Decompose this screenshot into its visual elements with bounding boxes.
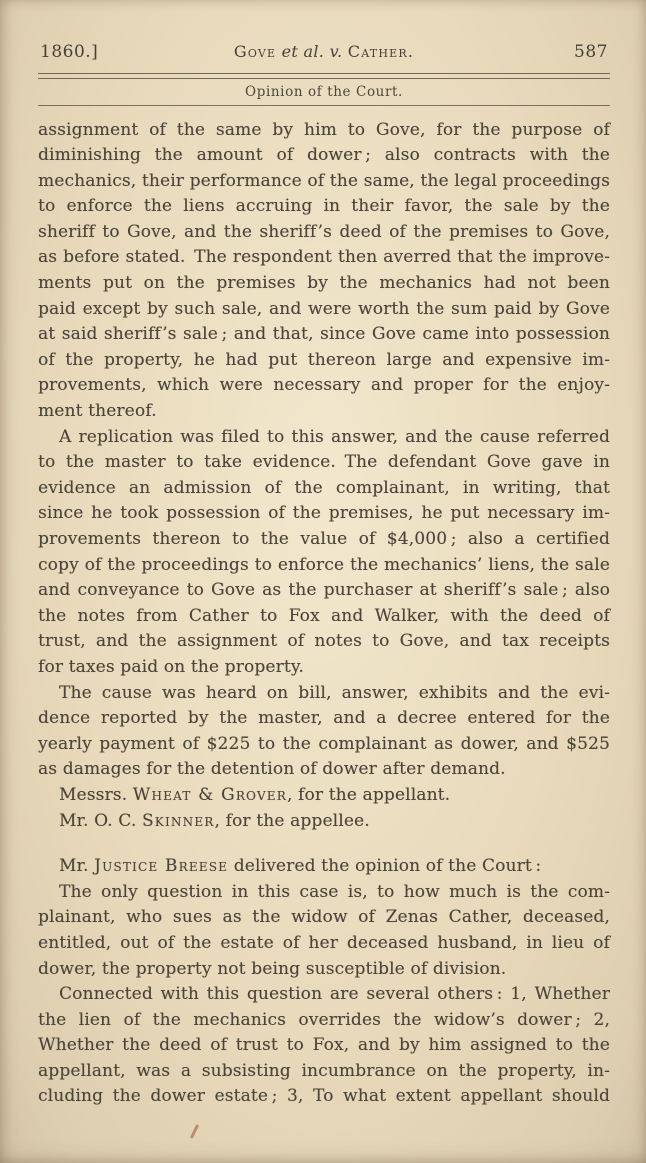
text-line: to enforce the liens accruing in their favor, the sale by the — [38, 196, 610, 217]
text-line: as before stated. The respondent then averred that the improve- — [38, 247, 610, 268]
text-line: appellant, was a subsisting incumbrance on the property, in- — [38, 1060, 610, 1081]
case-title-party-right: Cather. — [347, 42, 415, 61]
text-line: evidence an admission of the complainant, in writing, that — [38, 477, 610, 498]
case-title-etal-v: et al. v. — [276, 42, 348, 61]
text-line: the lien of the mechanics overrides the widow’s dower ; 2, — [38, 1009, 610, 1030]
text-line: to the master to take evidence. The defendant Gove gave in — [38, 452, 610, 473]
paragraph-continuation — [38, 118, 610, 425]
page-number: 587 — [574, 42, 608, 62]
paragraph-replication — [38, 425, 610, 681]
text-line: The cause was heard on bill, answer, exhibits and the evi- — [59, 682, 610, 703]
text-line: diminishing the amount of dower ; also contracts with the — [38, 145, 610, 166]
text-line: trust, and the assignment of notes to Gove, and tax receipts — [38, 631, 610, 652]
counsel-appellee-name: Skinner — [141, 810, 215, 831]
text-segment: , for the appellant. — [286, 784, 451, 805]
text-line: assignment of the same by him to Gove, for the purpose of — [38, 119, 610, 140]
single-rule — [38, 105, 610, 106]
text-line: and conveyance to Gove as the purchaser at sheriff’s sale ; also — [38, 580, 610, 601]
text-line: of the property, he had put thereon large and expensive im- — [38, 349, 610, 370]
text-line: for taxes paid on the property. — [38, 656, 304, 677]
page-header — [38, 40, 610, 70]
text-line: Whether the deed of trust to Fox, and by him assigned to the — [38, 1035, 610, 1056]
justice-name: Justice Breese — [94, 856, 229, 877]
paragraph-connected — [38, 982, 610, 1110]
text-segment: delivered the opinion of the Court : — [228, 856, 542, 877]
text-line: dence reported by the master, and a decree entered for the — [38, 708, 610, 729]
text-line: A replication was filed to this answer, and the cause referred — [59, 426, 610, 447]
opinion-block — [38, 854, 610, 1110]
text-line: ment thereof. — [38, 401, 157, 422]
text-line: dower, the property not being susceptible of division. — [38, 958, 507, 979]
text-line: ments put on the premises by the mechanics had not been — [38, 273, 610, 294]
text-line: as damages for the detention of dower after demand. — [38, 759, 506, 780]
text-segment: Mr. O. C. — [59, 810, 142, 831]
ink-mark — [190, 1124, 199, 1139]
page-content — [38, 40, 610, 1110]
text-line: copy of the proceedings to enforce the mechanics’ liens, the sale — [38, 554, 610, 575]
text-line: yearly payment of $225 to the complainant as dower, and $525 — [38, 733, 610, 754]
year-label: 1860.] — [40, 42, 99, 62]
text-line: provements, which were necessary and proper for the enjoy- — [38, 375, 610, 396]
text-line: mechanics, their performance of the same, the legal proceedings — [38, 170, 610, 191]
counsel-appellee-line — [38, 809, 610, 835]
text-line: Connected with this question are several others : 1, Whether — [59, 984, 610, 1005]
text-line: at said sheriff’s sale ; and that, since Gove came into possession — [38, 324, 610, 345]
double-rule — [38, 73, 610, 79]
text-segment: Mr. — [59, 856, 95, 877]
text-line: entitled, out of the estate of her deceased husband, in lieu of — [38, 932, 610, 953]
counsel-appellant-line — [38, 783, 610, 809]
text-line: The only question in this case is, to how much is the com- — [59, 881, 610, 902]
running-head: Opinion of the Court. — [245, 83, 403, 100]
text-line: sheriff to Gove, and the sheriff’s deed of the premises to Gove, — [38, 221, 610, 242]
counsel-appellant-names: Wheat & Grover — [132, 784, 287, 805]
paragraph-question — [38, 880, 610, 982]
opinion-opening-line — [38, 854, 610, 880]
text-line: plainant, who sues as the widow of Zenas Cather, deceased, — [38, 907, 610, 928]
text-segment: , for the appellee. — [214, 810, 370, 831]
text-segment: Messrs. — [59, 784, 133, 805]
paragraph-decree — [38, 681, 610, 783]
text-line: paid except by such sale, and were worth the sum paid by Gove — [38, 298, 610, 319]
case-title — [38, 42, 610, 61]
text-line: provements thereon to the value of $4,000 ; also a certified — [38, 529, 610, 549]
case-title-party-left: Gove — [233, 42, 277, 61]
text-line: the notes from Cather to Fox and Walker, with the deed of — [38, 605, 610, 626]
opinion-text — [38, 118, 610, 1111]
text-line: cluding the dower estate ; 3, To what extent appellant should — [38, 1086, 610, 1107]
text-line: since he took possession of the premises, he put necessary im- — [38, 503, 610, 524]
